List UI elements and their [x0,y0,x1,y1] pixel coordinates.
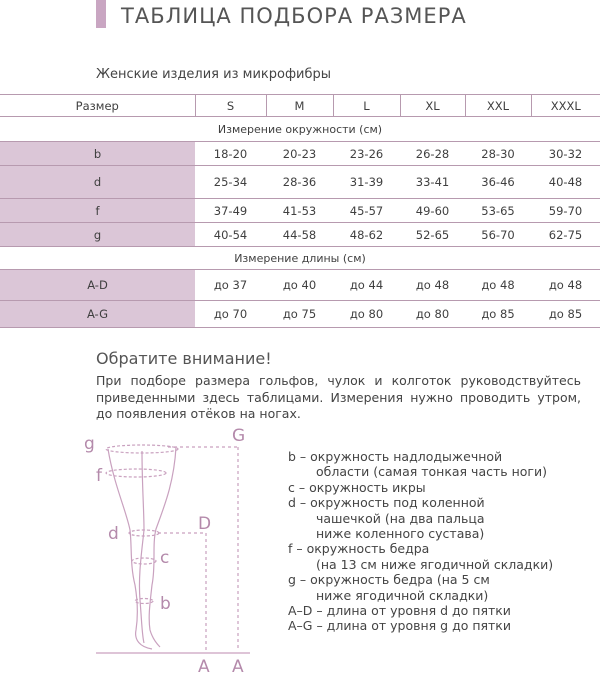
legend-line: A–D – длина от уровня d до пятки [288,603,511,619]
label-A-left: A [198,657,210,675]
table-cell: 23-26 [333,142,400,166]
header-cell: L [333,95,400,117]
table-cell: 52-65 [400,223,465,247]
section-title-circumference: Измерение окружности (см) [0,117,600,142]
page-title: ТАБЛИЦА ПОДБОРА РАЗМЕРА [121,4,467,28]
table-cell: до 80 [400,301,465,328]
header-cell: XXXL [531,95,600,117]
legend-line: f – окружность бедра [288,541,430,557]
table-cell: 44-58 [266,223,333,247]
table-cell: до 44 [333,270,400,301]
label-A-right: A [232,657,244,675]
title-accent-bar [96,0,106,28]
table-row [0,301,600,328]
legend-line: A–G – длина от уровня g до пятки [288,618,511,634]
table-cell: до 85 [531,301,600,328]
legend-line: d – окружность под коленной [288,495,485,511]
row-label: g [0,223,195,247]
table-subtitle: Женские изделия из микрофибры [96,67,332,82]
header-cell: XL [400,95,465,117]
table-cell: 59-70 [531,199,600,223]
table-cell: 56-70 [465,223,531,247]
table-cell: 31-39 [333,166,400,199]
legend-line: чашечкой (на два пальца [316,510,485,526]
measurement-legend [288,449,553,634]
table-cell: 18-20 [195,142,266,166]
table-cell: 30-32 [531,142,600,166]
legend-line: (на 13 см ниже ягодичной складки) [316,556,554,572]
legend-line: g – окружность бедра (на 5 см [288,572,490,588]
table-row [0,142,600,166]
table-cell: 40-54 [195,223,266,247]
row-label: A-D [0,270,195,301]
label-f: f [96,466,102,486]
table-cell: 28-30 [465,142,531,166]
legend-line: ниже коленного сустава) [316,526,485,542]
header-cell: M [266,95,333,117]
table-cell: 36-46 [465,166,531,199]
label-G: G [232,426,246,446]
header-cell: S [195,95,266,117]
table-cell: 20-23 [266,142,333,166]
header-cell: XXL [465,95,531,117]
table-cell: 48-62 [333,223,400,247]
table-cell: 40-48 [531,166,600,199]
table-row [0,223,600,247]
legend-line: области (самая тонкая часть ноги) [316,464,547,480]
table-cell: 26-28 [400,142,465,166]
ring-c [132,558,156,564]
table-row [0,270,600,301]
table-cell: до 70 [195,301,266,328]
table-cell: до 48 [465,270,531,301]
size-table [0,94,600,328]
legend-line: ниже ягодичной складки) [316,587,489,603]
section-row [0,247,600,270]
label-d: d [108,524,119,544]
table-cell: 37-49 [195,199,266,223]
ring-f [106,469,166,477]
table-cell: 45-57 [333,199,400,223]
note-title: Обратите внимание! [96,349,272,368]
note-body: При подборе размера гольфов, чулок и колготок руководствуйтесь приведенными здесь таблицами. Измерения нужно проводить утром, до появления отёков на ногах. [96,373,581,421]
table-cell: до 85 [465,301,531,328]
leg-inner-line [139,451,144,643]
table-header-row [0,95,600,117]
table-cell: до 48 [400,270,465,301]
row-label: A-G [0,301,195,328]
table-cell: 28-36 [266,166,333,199]
table-cell: 33-41 [400,166,465,199]
label-b: b [160,594,171,614]
table-cell: 53-65 [465,199,531,223]
table-cell: до 80 [333,301,400,328]
table-row [0,166,600,199]
table-cell: до 37 [195,270,266,301]
row-label: d [0,166,195,199]
header-cell: Размер [0,95,195,117]
section-title-length: Измерение длины (см) [234,251,366,265]
leg-outline-left [108,449,152,649]
row-label: b [0,142,195,166]
leg-measurement-diagram [80,425,260,675]
table-cell: до 48 [531,270,600,301]
table-cell: 25-34 [195,166,266,199]
legend-line: b – окружность надлодыжечной [288,449,503,464]
section-row [0,117,600,142]
table-cell: до 40 [266,270,333,301]
label-D: D [198,514,212,534]
label-c: c [160,548,170,568]
table-cell: 41-53 [266,199,333,223]
row-label: f [0,199,195,223]
table-cell: 62-75 [531,223,600,247]
table-row [0,199,600,223]
table-cell: 49-60 [400,199,465,223]
label-g: g [84,434,95,454]
leg-outline-right [149,447,176,647]
table-cell: до 75 [266,301,333,328]
legend-line: c – окружность икры [288,479,426,495]
